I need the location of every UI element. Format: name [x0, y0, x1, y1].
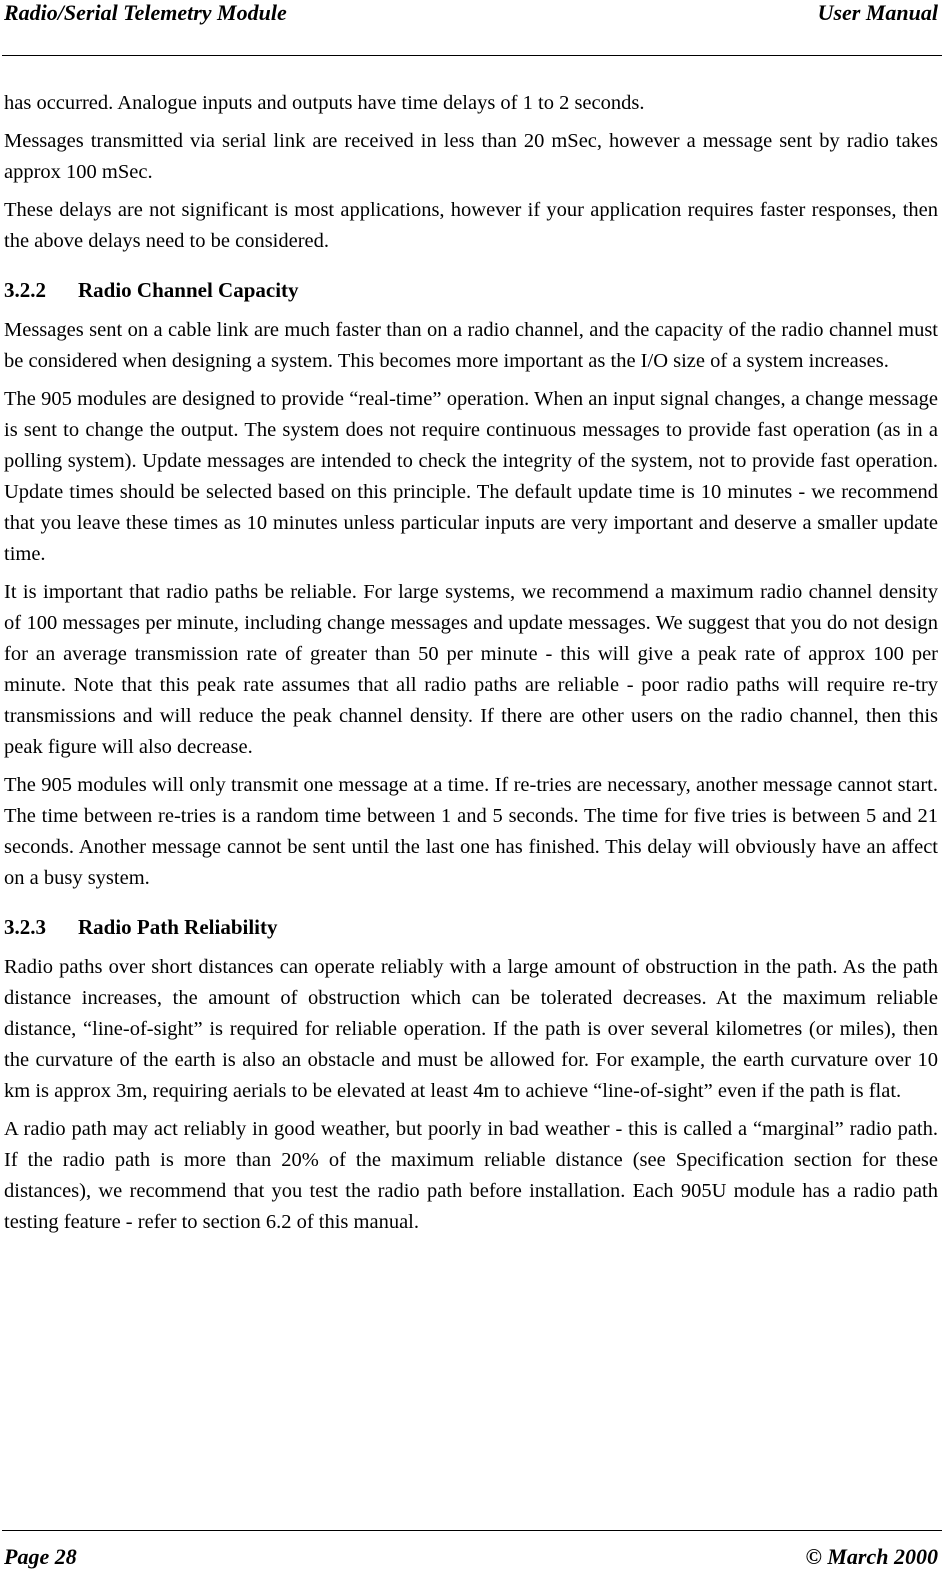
footer-rule — [2, 1530, 942, 1531]
copyright-date: © March 2000 — [805, 1544, 938, 1569]
page-number: Page 28 — [4, 1544, 77, 1569]
page-body — [4, 88, 938, 1245]
section-heading-3-2-3 — [4, 912, 938, 943]
section-number: 3.2.3 — [4, 915, 46, 939]
header-doc-type: User Manual — [817, 0, 938, 25]
body-paragraph: The 905 modules are designed to provide “real-time” operation. When an input signal changes, a change message is sent to change the output. The system does not require continuous messages to provide fast operation (as in a polling system). Update messages are intended to check the integrity of the system, not to provide fast operation. Update times should be selected based on this principle. The default update time is 10 minutes - we recommend that you leave these times as 10 minutes unless particular inputs are very important and deserve a smaller update time. — [4, 388, 938, 565]
body-paragraph: Messages transmitted via serial link are received in less than 20 mSec, however a message sent by radio takes approx 100 mSec. — [4, 130, 938, 183]
body-paragraph: These delays are not significant is most applications, however if your application requires faster responses, then the above delays need to be considered. — [4, 199, 938, 252]
body-paragraph: It is important that radio paths be reliable. For large systems, we recommend a maximum radio channel density of 100 messages per minute, including change messages and update messages. We suggest that you do not design for an average transmission rate of greater than 50 per minute - this will give a peak rate of approx 100 per minute. Note that this peak rate assumes that all radio paths are reliable - poor radio paths will require re-try transmissions and will reduce the peak channel density. If there are other users on the radio channel, then this peak figure will also decrease. — [4, 581, 938, 758]
body-paragraph: has occurred. Analogue inputs and outputs have time delays of 1 to 2 seconds. — [4, 92, 645, 114]
body-paragraph: A radio path may act reliably in good weather, but poorly in bad weather - this is called a “marginal” radio path. If the radio path is more than 20% of the maximum reliable distance (see Specification section for these distances), we recommend that you test the radio path before installation. Each 905U module has a radio path testing feature - refer to section 6.2 of this manual. — [4, 1118, 938, 1233]
section-title: Radio Path Reliability — [78, 915, 278, 939]
page-footer — [4, 1540, 938, 1574]
page-header — [4, 0, 938, 26]
section-heading-3-2-2 — [4, 275, 938, 306]
header-title: Radio/Serial Telemetry Module — [4, 0, 287, 25]
body-paragraph: The 905 modules will only transmit one message at a time. If re-tries are necessary, another message cannot start. The time between re-tries is a random time between 1 and 5 seconds. The time for five tries is between 5 and 21 seconds. Another message cannot be sent until the last one has finished. This delay will obviously have an affect on a busy system. — [4, 774, 938, 889]
section-title: Radio Channel Capacity — [78, 278, 299, 302]
body-paragraph: Messages sent on a cable link are much faster than on a radio channel, and the capacity of the radio channel must be considered when designing a system. This becomes more important as the I/O size of a system increases. — [4, 319, 938, 372]
body-paragraph: Radio paths over short distances can operate reliably with a large amount of obstruction in the path. As the path distance increases, the amount of obstruction which can be tolerated decreases. At the maximum reliable distance, “line-of-sight” is required for reliable operation. If the path is over several kilometres (or miles), then the curvature of the earth is also an obstacle and must be allowed for. For example, the earth curvature over 10 km is approx 3m, requiring aerials to be elevated at least 4m to achieve “line-of-sight” even if the path is flat. — [4, 956, 938, 1102]
section-number: 3.2.2 — [4, 278, 46, 302]
header-rule — [2, 55, 942, 56]
